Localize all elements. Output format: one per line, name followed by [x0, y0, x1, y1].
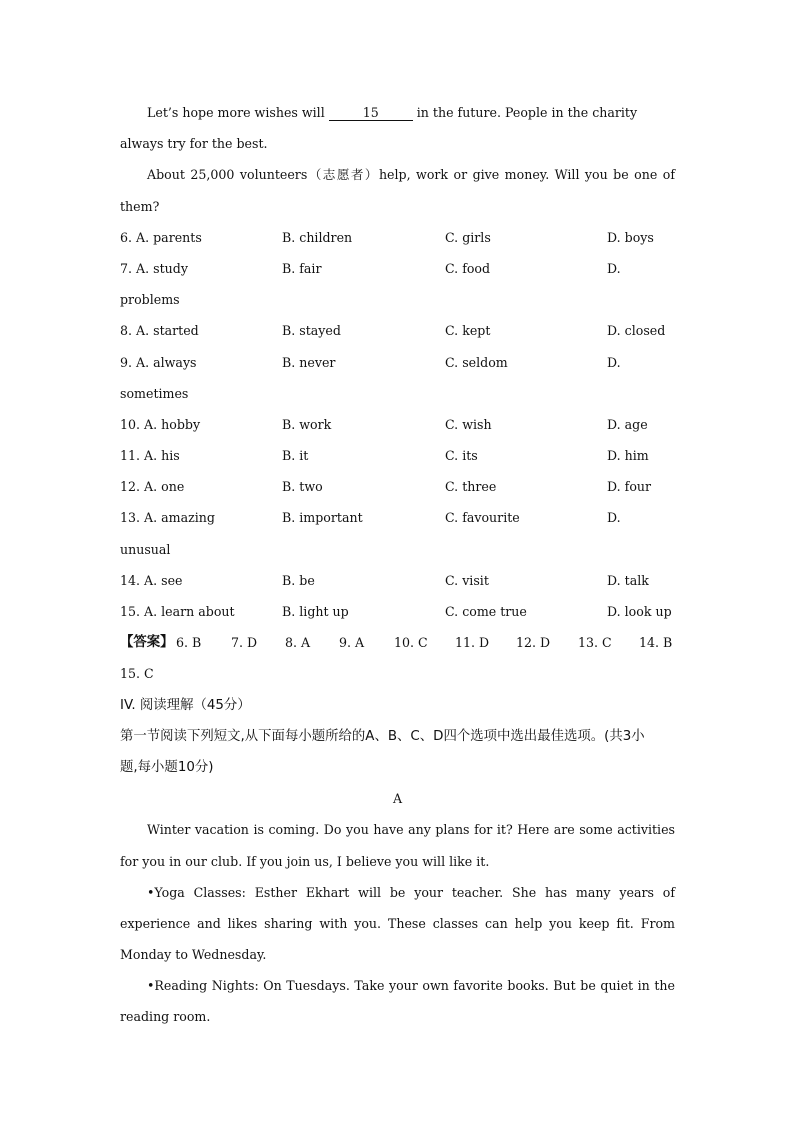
- answer-item: 6. B: [176, 635, 202, 651]
- option-a: 6. A. parents: [120, 229, 202, 245]
- option-a: 14. A. see: [120, 572, 183, 588]
- answer-item: 14. B: [639, 635, 673, 651]
- passage-label: A: [392, 791, 403, 807]
- passage-text: in the future. People in the charity: [416, 105, 638, 120]
- option-d: D. talk: [607, 572, 649, 588]
- option-a: 10. A. hobby: [120, 416, 201, 432]
- option-b: B. fair: [282, 260, 322, 276]
- option-row: [120, 409, 675, 440]
- answer-item: 13. C: [578, 635, 612, 651]
- option-row: [120, 347, 675, 378]
- option-row: [120, 502, 675, 533]
- option-c: C. girls: [445, 229, 491, 245]
- passage-line: [120, 97, 675, 128]
- section-heading: IV. 阅读理解（45分）: [120, 697, 251, 713]
- option-c: C. wish: [445, 416, 492, 432]
- option-wrap: sometimes: [120, 385, 189, 401]
- option-d: D.: [607, 260, 621, 276]
- passage-line: experience and likes sharing with you. These classes can help you keep fit. From: [120, 915, 675, 931]
- option-c: C. food: [445, 260, 491, 276]
- option-a: 12. A. one: [120, 479, 185, 495]
- passage-line: for you in our club. If you join us, I believe you will like it.: [120, 853, 490, 869]
- option-row: [120, 253, 675, 284]
- passage-line: reading room.: [120, 1009, 211, 1025]
- option-row: [120, 471, 675, 502]
- option-row: [120, 222, 675, 253]
- option-b: B. it: [282, 448, 309, 464]
- option-d: D. closed: [607, 323, 666, 339]
- passage-line: them?: [120, 198, 160, 214]
- options-list: [120, 222, 675, 627]
- option-c: C. visit: [445, 572, 489, 588]
- option-b: B. stayed: [282, 323, 341, 339]
- answer-item: 9. A: [339, 635, 365, 651]
- option-d: D.: [607, 510, 621, 526]
- option-a: 7. A. study: [120, 260, 188, 276]
- option-a: 11. A. his: [120, 448, 180, 464]
- option-c: C. three: [445, 479, 497, 495]
- option-c: C. kept: [445, 323, 491, 339]
- option-d: D. him: [607, 448, 649, 464]
- option-b: B. two: [282, 479, 323, 495]
- option-row: [120, 440, 675, 471]
- option-d: D.: [607, 354, 621, 370]
- answer-item: 12. D: [516, 635, 551, 651]
- option-c: C. seldom: [445, 354, 508, 370]
- answer-line: 15. C: [120, 666, 154, 682]
- option-row: [120, 596, 675, 627]
- passage-line: •Yoga Classes: Esther Ekhart will be your teacher. She has many years of: [147, 884, 675, 900]
- option-d: D. age: [607, 416, 648, 432]
- option-d: D. look up: [607, 604, 672, 619]
- option-row: [120, 565, 675, 596]
- document-page: [120, 97, 675, 1033]
- option-a: 15. A. learn about: [120, 604, 235, 619]
- answer-line: [120, 627, 675, 658]
- option-b: B. light up: [282, 604, 349, 619]
- option-row: [120, 315, 675, 346]
- section-instructions: 第一节阅读下列短文,从下面每小题所给的A、B、C、D四个选项中选出最佳选项。(共3小: [120, 728, 645, 744]
- answer-item: 8. A: [285, 635, 311, 651]
- option-c: C. come true: [445, 604, 527, 619]
- answer-label: 【答案】: [120, 635, 174, 651]
- option-b: B. be: [282, 572, 315, 588]
- section-instructions: 题,每小题10分): [120, 759, 214, 775]
- passage-line: Monday to Wednesday.: [120, 947, 267, 963]
- option-a: 8. A. started: [120, 323, 199, 339]
- option-c: C. favourite: [445, 510, 520, 526]
- passage-line: •Reading Nights: On Tuesdays. Take your own favorite books. But be quiet in the: [147, 978, 675, 994]
- passage-line: About 25,000 volunteers（志愿者）help, work or give money. Will you be one of: [147, 167, 675, 183]
- option-a: 9. A. always: [120, 354, 197, 370]
- option-b: B. children: [282, 229, 353, 245]
- option-d: D. boys: [607, 229, 654, 245]
- passage-line: Winter vacation is coming. Do you have any plans for it? Here are some activities: [147, 822, 675, 838]
- passage-line: always try for the best.: [120, 136, 268, 152]
- option-b: B. never: [282, 354, 336, 370]
- option-d: D. four: [607, 479, 652, 495]
- answer-item: 7. D: [231, 635, 258, 651]
- option-wrap: unusual: [120, 541, 171, 557]
- option-b: B. work: [282, 416, 332, 432]
- passage-text: Let’s hope more wishes will: [147, 105, 325, 120]
- blank-15: 15: [329, 106, 413, 121]
- option-c: C. its: [445, 448, 478, 464]
- option-a: 13. A. amazing: [120, 510, 215, 526]
- option-b: B. important: [282, 510, 363, 526]
- answer-item: 10. C: [394, 635, 428, 651]
- option-wrap: problems: [120, 292, 180, 308]
- answer-item: 11. D: [455, 635, 490, 651]
